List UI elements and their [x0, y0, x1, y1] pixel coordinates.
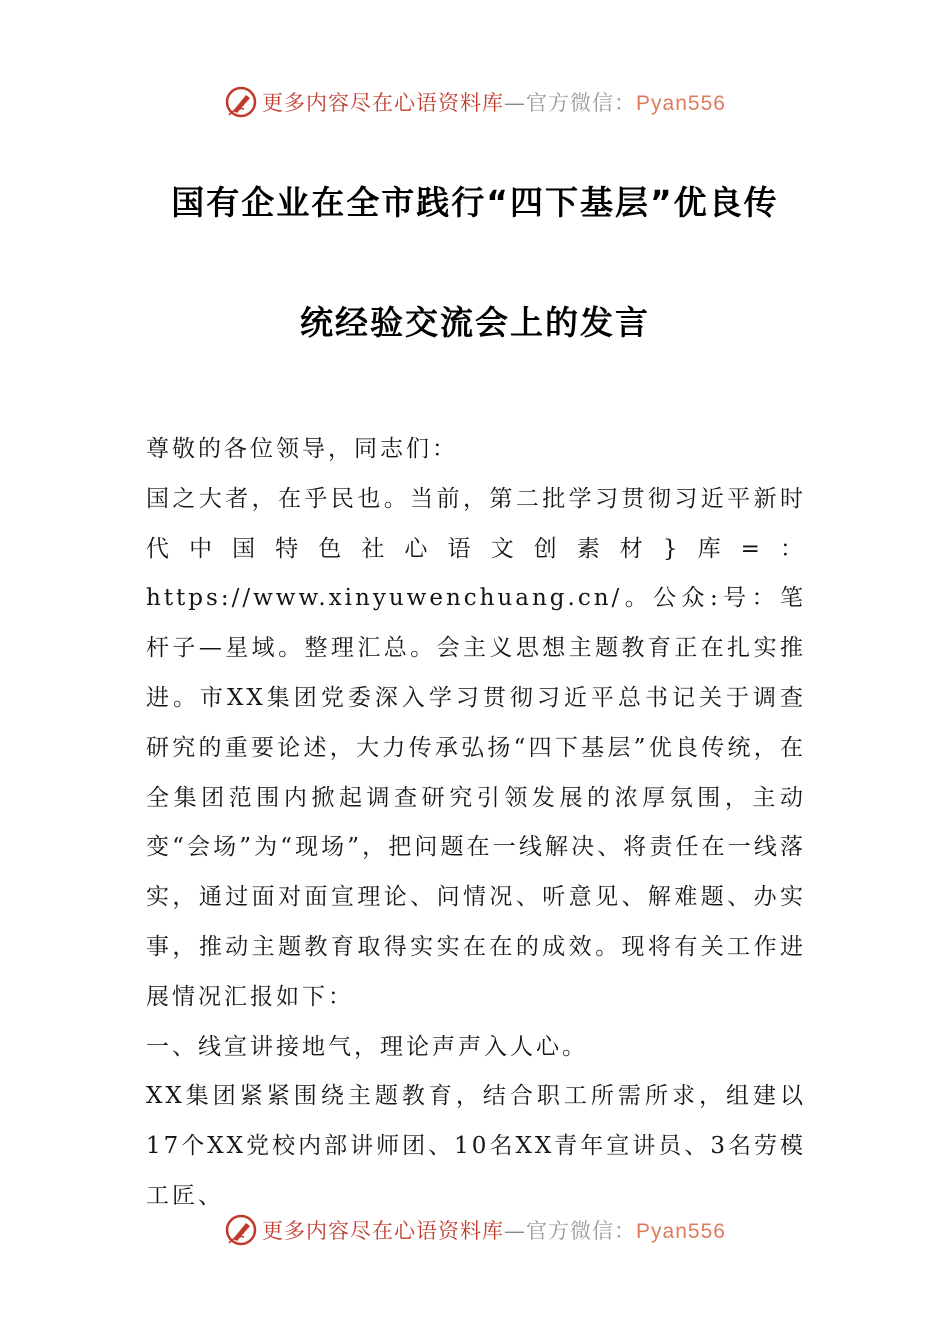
- banner-wechat-label: 官方微信：: [526, 91, 637, 115]
- banner-separator: —: [504, 91, 527, 115]
- section-heading-1: 一、线宣讲接地气，理论声声入人心。: [146, 1033, 588, 1060]
- document-body: [146, 425, 806, 1222]
- banner-text: [262, 1215, 726, 1245]
- banner-text: [262, 87, 726, 117]
- banner-wechat-id: Pyan556: [636, 1220, 726, 1243]
- document-title-line-2: 统经验交流会上的发言: [300, 303, 650, 342]
- header-banner: [0, 80, 950, 124]
- banner-main-text: 更多内容尽在心语资料库: [262, 91, 505, 115]
- document-title-line-1: 国有企业在全市践行“四下基层”优良传: [171, 183, 779, 222]
- banner-main-text: 更多内容尽在心语资料库: [262, 1219, 505, 1243]
- pen-nib-logo-icon: [224, 1213, 258, 1247]
- footer-banner: [0, 1208, 950, 1252]
- greeting: 尊敬的各位领导，同志们：: [146, 436, 458, 462]
- banner-wechat-id: Pyan556: [636, 92, 726, 115]
- body-paragraph-1: 国之大者，在乎民也。当前，第二批学习贯彻习近平新时代中国特色社心语文创素材}库=：https://www.xinyuwenchuang.cn/。公众:号：笔杆子—星域。整理汇总。会主义思想主题教育正在扎实推进。市XX集团党委深入学习贯彻习近平总书记关于调查研究的重要论述，大力传承弘扬“四下基层”优良传统，在全集团范围内掀起调查研究引领发展的浓厚氛围，主动变“会场”为“现场”，把问题在一线解决、将责任在一线落实，通过面对面宣理论、问情况、听意见、解难题、办实事，推动主题教育取得实实在在的成效。现将有关工作进展情况汇报如下：: [146, 485, 806, 1010]
- banner-wechat-label: 官方微信：: [526, 1219, 637, 1243]
- pen-nib-logo-icon: [224, 85, 258, 119]
- body-paragraph-2: XX集团紧紧围绕主题教育，结合职工所需所求，组建以17个XX党校内部讲师团、10名XX青年宣讲员、3名劳模工匠、: [146, 1083, 806, 1209]
- banner-separator: —: [504, 1219, 527, 1243]
